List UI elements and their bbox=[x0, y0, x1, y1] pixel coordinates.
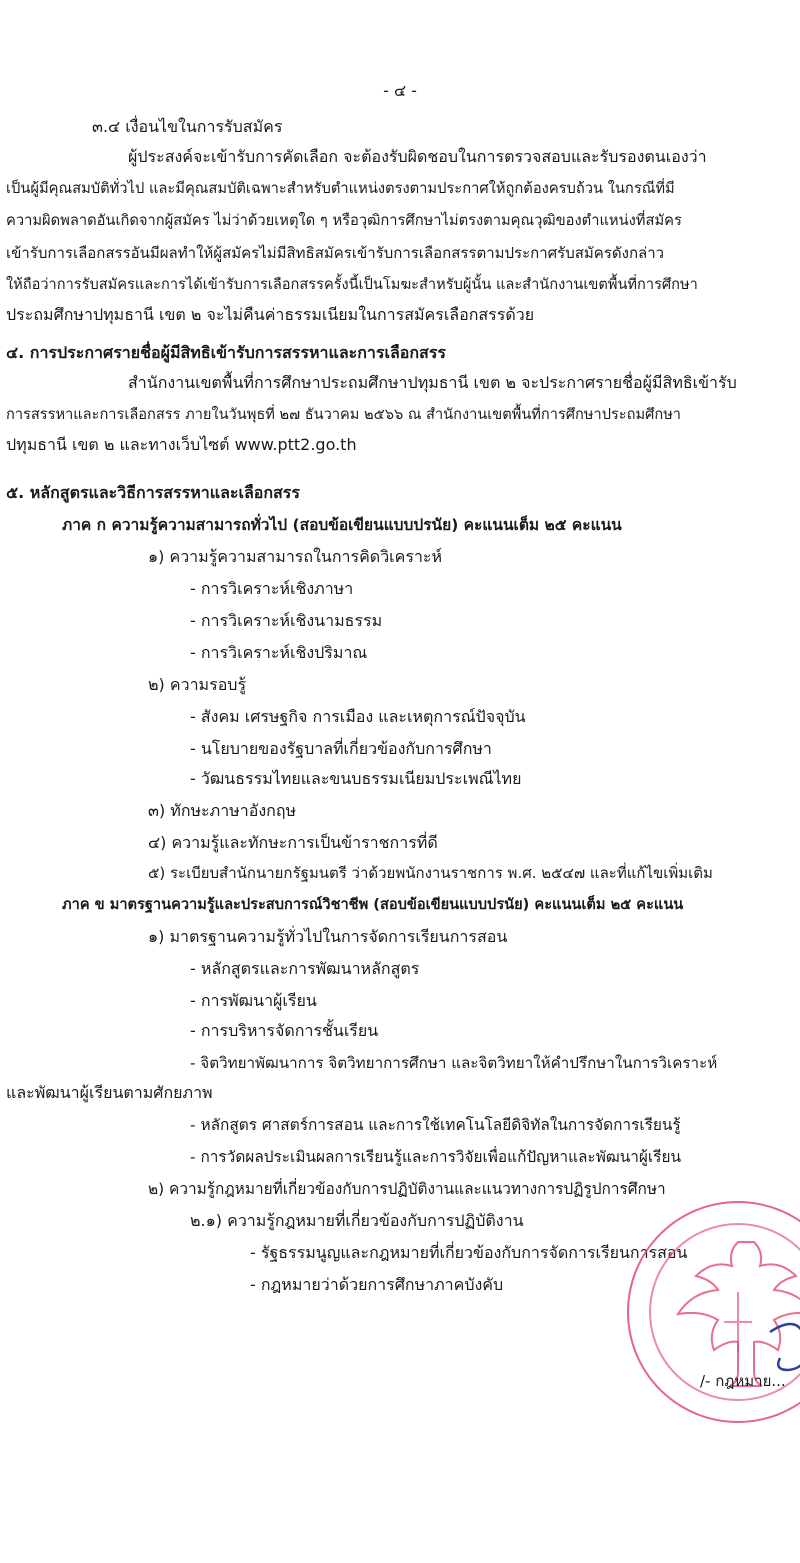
list-item: ๑) มาตรฐานความรู้ทั่วไปในการจัดการเรียนการสอน bbox=[148, 927, 508, 946]
list-item: - การพัฒนาผู้เรียน bbox=[190, 991, 317, 1010]
continuation-text: /- กฎหมาย... bbox=[700, 1372, 786, 1390]
paragraph-line: สำนักงานเขตพื้นที่การศึกษาประถมศึกษาปทุมธานี เขต ๒ จะประกาศรายชื่อผู้มีสิทธิเข้ารับ bbox=[128, 373, 737, 392]
list-item: ๒) ความรอบรู้ bbox=[148, 675, 247, 694]
official-seal-icon bbox=[588, 1172, 800, 1452]
list-item: - การบริหารจัดการชั้นเรียน bbox=[190, 1021, 379, 1040]
part-a-heading: ภาค ก ความรู้ความสามารถทั่วไป (สอบข้อเขียนแบบปรนัย) คะแนนเต็ม ๒๕ คะแนน bbox=[62, 516, 622, 534]
list-item: - หลักสูตรและการพัฒนาหลักสูตร bbox=[190, 959, 420, 978]
list-item: - การวิเคราะห์เชิงภาษา bbox=[190, 579, 354, 598]
paragraph-line: ให้ถือว่าการรับสมัครและการได้เข้ารับการเลือกสรรครั้งนี้เป็นโมฆะสำหรับผู้นั้น และสำนักงานเขตพื้นที่การศึกษา bbox=[6, 276, 698, 293]
list-item: ๒) ความรู้กฎหมายที่เกี่ยวข้องกับการปฏิบัติงานและแนวทางการปฏิรูปการศึกษา bbox=[148, 1180, 666, 1198]
list-item: - จิตวิทยาพัฒนาการ จิตวิทยาการศึกษา และจิตวิทยาให้คำปรึกษาในการวิเคราะห์ bbox=[190, 1054, 718, 1072]
list-item: - การวิเคราะห์เชิงนามธรรม bbox=[190, 611, 383, 630]
paragraph-line: ความผิดพลาดอันเกิดจากผู้สมัคร ไม่ว่าด้วยเหตุใด ๆ หรือวุฒิการศึกษาไม่ตรงตามคุณวุฒิของตำแหน่งที่สมัคร bbox=[6, 212, 682, 229]
list-item: ๔) ความรู้และทักษะการเป็นข้าราชการที่ดี bbox=[148, 833, 438, 852]
list-item-continuation: และพัฒนาผู้เรียนตามศักยภาพ bbox=[6, 1083, 213, 1102]
list-item: ๒.๑) ความรู้กฎหมายที่เกี่ยวข้องกับการปฏิบัติงาน bbox=[190, 1211, 524, 1230]
paragraph-line: การสรรหาและการเลือกสรร ภายในวันพุธที่ ๒๗ ธันวาคม ๒๕๖๖ ณ สำนักงานเขตพื้นที่การศึกษาประถมศึกษา bbox=[6, 406, 682, 423]
section-5-heading: ๕. หลักสูตรและวิธีการสรรหาและเลือกสรร bbox=[6, 483, 300, 502]
list-item: ๑) ความรู้ความสามารถในการคิดวิเคราะห์ bbox=[148, 547, 443, 566]
section-3-4-heading: ๓.๔ เงื่อนไขในการรับสมัคร bbox=[92, 117, 283, 136]
list-item: ๓) ทักษะภาษาอังกฤษ bbox=[148, 801, 297, 820]
page-number: - ๔ - bbox=[383, 81, 417, 100]
part-b-heading: ภาค ข มาตรฐานความรู้และประสบการณ์วิชาชีพ (สอบข้อเขียนแบบปรนัย) คะแนนเต็ม ๒๕ คะแนน bbox=[62, 896, 684, 913]
paragraph-line: ปทุมธานี เขต ๒ และทางเว็บไซต์ www.ptt2.go.th bbox=[6, 435, 357, 454]
section-4-heading: ๔. การประกาศรายชื่อผู้มีสิทธิเข้ารับการสรรหาและการเลือกสรร bbox=[6, 343, 447, 362]
paragraph-line: ประถมศึกษาปทุมธานี เขต ๒ จะไม่คืนค่าธรรมเนียมในการสมัครเลือกสรรด้วย bbox=[6, 305, 535, 324]
list-item: - หลักสูตร ศาสตร์การสอน และการใช้เทคโนโลยีดิจิทัลในการจัดการเรียนรู้ bbox=[190, 1116, 681, 1134]
paragraph-line: เข้ารับการเลือกสรรอันมีผลทำให้ผู้สมัครไม่มีสิทธิสมัครเข้ารับการเลือกสรรตามประกาศรับสมัครดังกล่าว bbox=[6, 244, 665, 262]
paragraph-line: ผู้ประสงค์จะเข้ารับการคัดเลือก จะต้องรับผิดชอบในการตรวจสอบและรับรองตนเองว่า bbox=[128, 147, 707, 166]
list-item: - รัฐธรรมนูญและกฎหมายที่เกี่ยวข้องกับการจัดการเรียนการสอน bbox=[250, 1243, 688, 1262]
list-item: - สังคม เศรษฐกิจ การเมือง และเหตุการณ์ปัจจุบัน bbox=[190, 707, 526, 726]
list-item: - การวิเคราะห์เชิงปริมาณ bbox=[190, 643, 368, 662]
list-item: ๕) ระเบียบสำนักนายกรัฐมนตรี ว่าด้วยพนักงานราชการ พ.ศ. ๒๕๔๗ และที่แก้ไขเพิ่มเติม bbox=[148, 864, 713, 882]
list-item: - นโยบายของรัฐบาลที่เกี่ยวข้องกับการศึกษา bbox=[190, 739, 492, 758]
paragraph-line: เป็นผู้มีคุณสมบัติทั่วไป และมีคุณสมบัติเฉพาะสำหรับตำแหน่งตรงตามประกาศให้ถูกต้องครบถ้วน ในกรณีที่มี bbox=[6, 180, 675, 197]
list-item: - การวัดผลประเมินผลการเรียนรู้และการวิจัยเพื่อแก้ปัญหาและพัฒนาผู้เรียน bbox=[190, 1148, 681, 1166]
list-item: - วัฒนธรรมไทยและขนบธรรมเนียมประเพณีไทย bbox=[190, 769, 522, 788]
list-item: - กฎหมายว่าด้วยการศึกษาภาคบังคับ bbox=[250, 1275, 504, 1294]
